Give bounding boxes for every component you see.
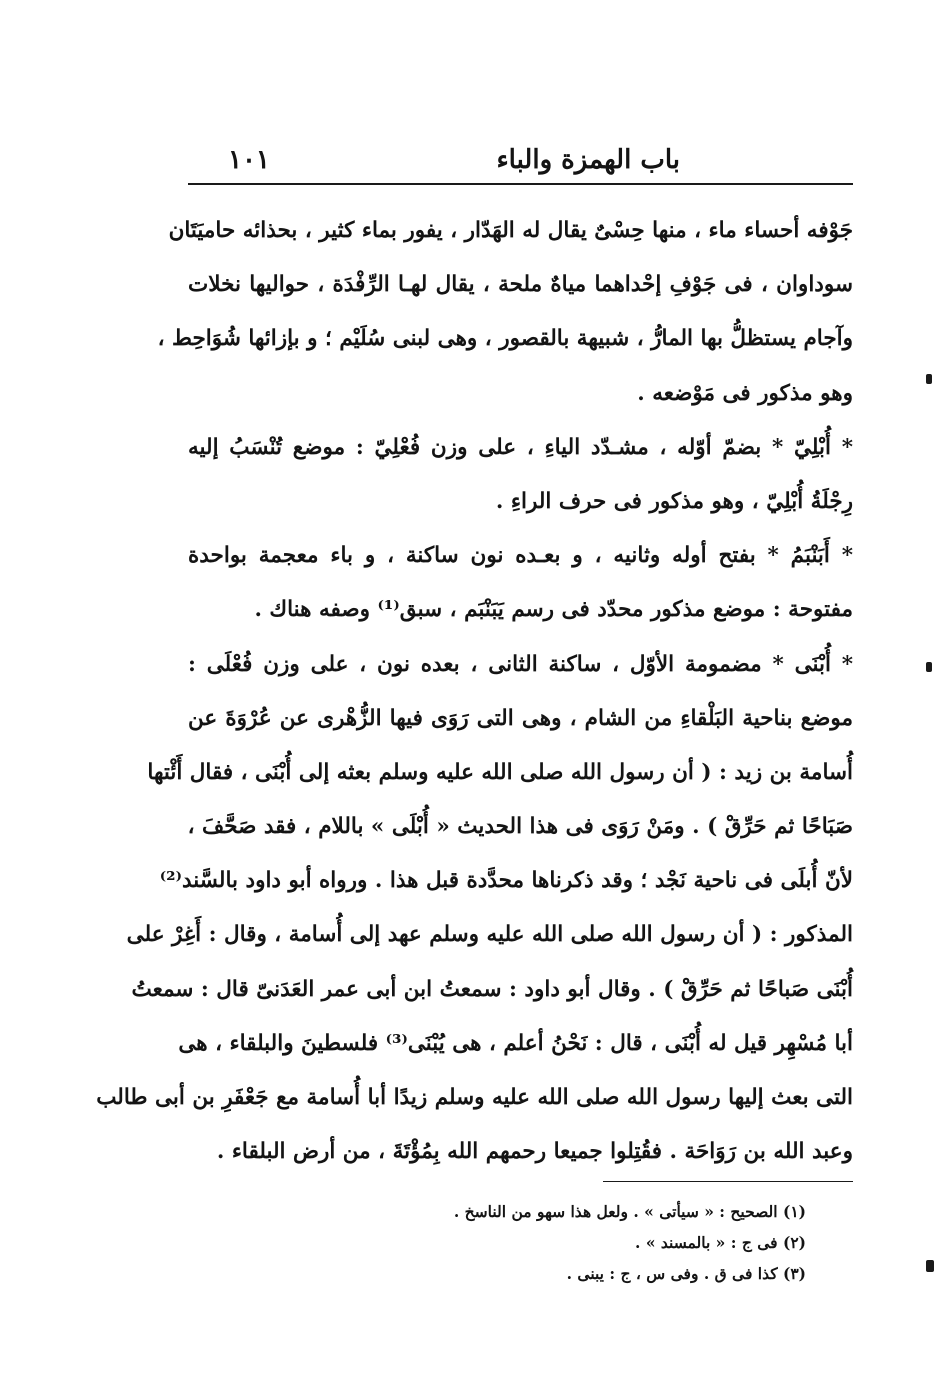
text-line: لأنّ أُبلَى فى ناحية نَجْد ؛ وقد ذكرناها محدَّدة قبل هذا . ورواه أبو داود بالسَّند⁽²⁾ — [159, 868, 853, 894]
header-rule — [188, 183, 853, 185]
text-line: أبا مُسْهِر قيل له أُبْنَى ، قال : نَحْنُ أعلم ، هى يُبْنَى⁽³⁾ فلسطينَ والبلقاء ، هى — [178, 1030, 853, 1056]
footnote-rule — [603, 1181, 853, 1182]
main-text — [96, 204, 853, 1179]
text-line: أُسامة بن زيد : ( أن رسول الله صلى الله عليه وسلم بعثه إلى أُبْنَى ، فقال أَئْتها — [147, 759, 853, 785]
text-line: جَوْفه أحساء ماء ، منها حِسْىٌ يقال له الهَدّار ، يفور بماء كثير ، بحذائه حاميَتَان — [168, 218, 853, 243]
text-line: أُبْنَى صَباحًا ثم حَرِّقْ ) . وقال أبو داود : سمعتُ ابن أبى عمر العَدَنىّ قال : سمعتُ — [131, 976, 853, 1002]
text-line: رِجْلَةُ أُبْلِيّ ، وهو مذكور فى حرف الراءِ . — [495, 488, 853, 514]
paragraph-abliyy — [188, 421, 853, 529]
footnote-1: (١) الصحيح : « سيأتى » . ولعل هذا سهو من الناسخ . — [453, 1202, 806, 1221]
footnotes — [188, 1196, 806, 1289]
text-line: * أُبْلِيّ * بضمّ أوّله ، مشـدّد الياءِ ، على وزن فُعْلِيّ : موضع تُنْسَبُ إليه — [188, 434, 853, 460]
text-line: التى بعث إليها رسول الله صلى الله عليه وسلم زيدًا أبا أُسامة مع جَعْفَرِ بن أبى طالب — [96, 1085, 853, 1110]
text-line: المذكور : ( أن رسول الله صلى الله عليه وسلم عهد إلى أُسامة ، وقال : أَغِرْ على — [126, 922, 853, 948]
chapter-title: باب الهمزة والباء — [496, 145, 680, 175]
page-number: ١٠١ — [228, 145, 270, 175]
scan-edge-mark — [926, 1260, 934, 1272]
text-line: وعبد الله بن رَوَاحَة . فقُتِلوا جميعا رحمهم الله بِمُؤْتَةَ ، من أرض البلقاء . — [216, 1139, 853, 1165]
text-line: مفتوحة : موضع مذكور محدّد فى رسم يَبَنْبَم ، سبق⁽¹⁾ وصفه هناك . — [254, 597, 853, 623]
text-line: صَبَاحًا ثم حَرِّقْ ) . ومَنْ رَوَى فى هذا الحديث « أُبْلَى » باللام ، فقد صَحَّفَ ، — [187, 814, 853, 840]
text-line: سوداوان ، فى جَوْفِ إحْداهما مياهٌ ملحة ، يقال لهـا الرِّفْدَة ، حواليها نخلات — [188, 272, 853, 298]
text-line: وهو مذكور فى مَوْضعه . — [637, 380, 853, 406]
text-line: * أُبْنَى * مضمومة الأوّل ، ساكنة الثانى ، بعده نون ، على وزن فُعْلَى : — [188, 651, 853, 677]
paragraph-1 — [157, 204, 853, 421]
scan-edge-mark — [926, 374, 932, 384]
page-header — [188, 138, 850, 182]
footnote-2: (٢) فى ج : « بالمسند » . — [635, 1233, 806, 1252]
footnote-3: (٣) كذا فى ق . وفى س ، ج : يبنى . — [566, 1264, 806, 1283]
text-line: * أَبَنْبَمُ * بفتح أوله وثانيه ، و بعـده نون ساكنة ، و باء معجمة بواحدة — [188, 543, 853, 569]
text-line: موضع بناحية البَلْقاءِ من الشام ، وهى التى رَوَى فيها الزُّهْرى عن عُرْوَةَ عن — [188, 705, 853, 731]
paragraph-abanbam — [188, 529, 853, 637]
text-line: وآجام يستظلُّ بها المارُّ ، شبيهة بالقصور ، وهى لبنى سُلَيْم ؛ و بإزائها شُوَاحِط ، — [157, 326, 853, 352]
scan-edge-mark — [926, 662, 932, 672]
paragraph-ubna — [96, 638, 853, 1180]
